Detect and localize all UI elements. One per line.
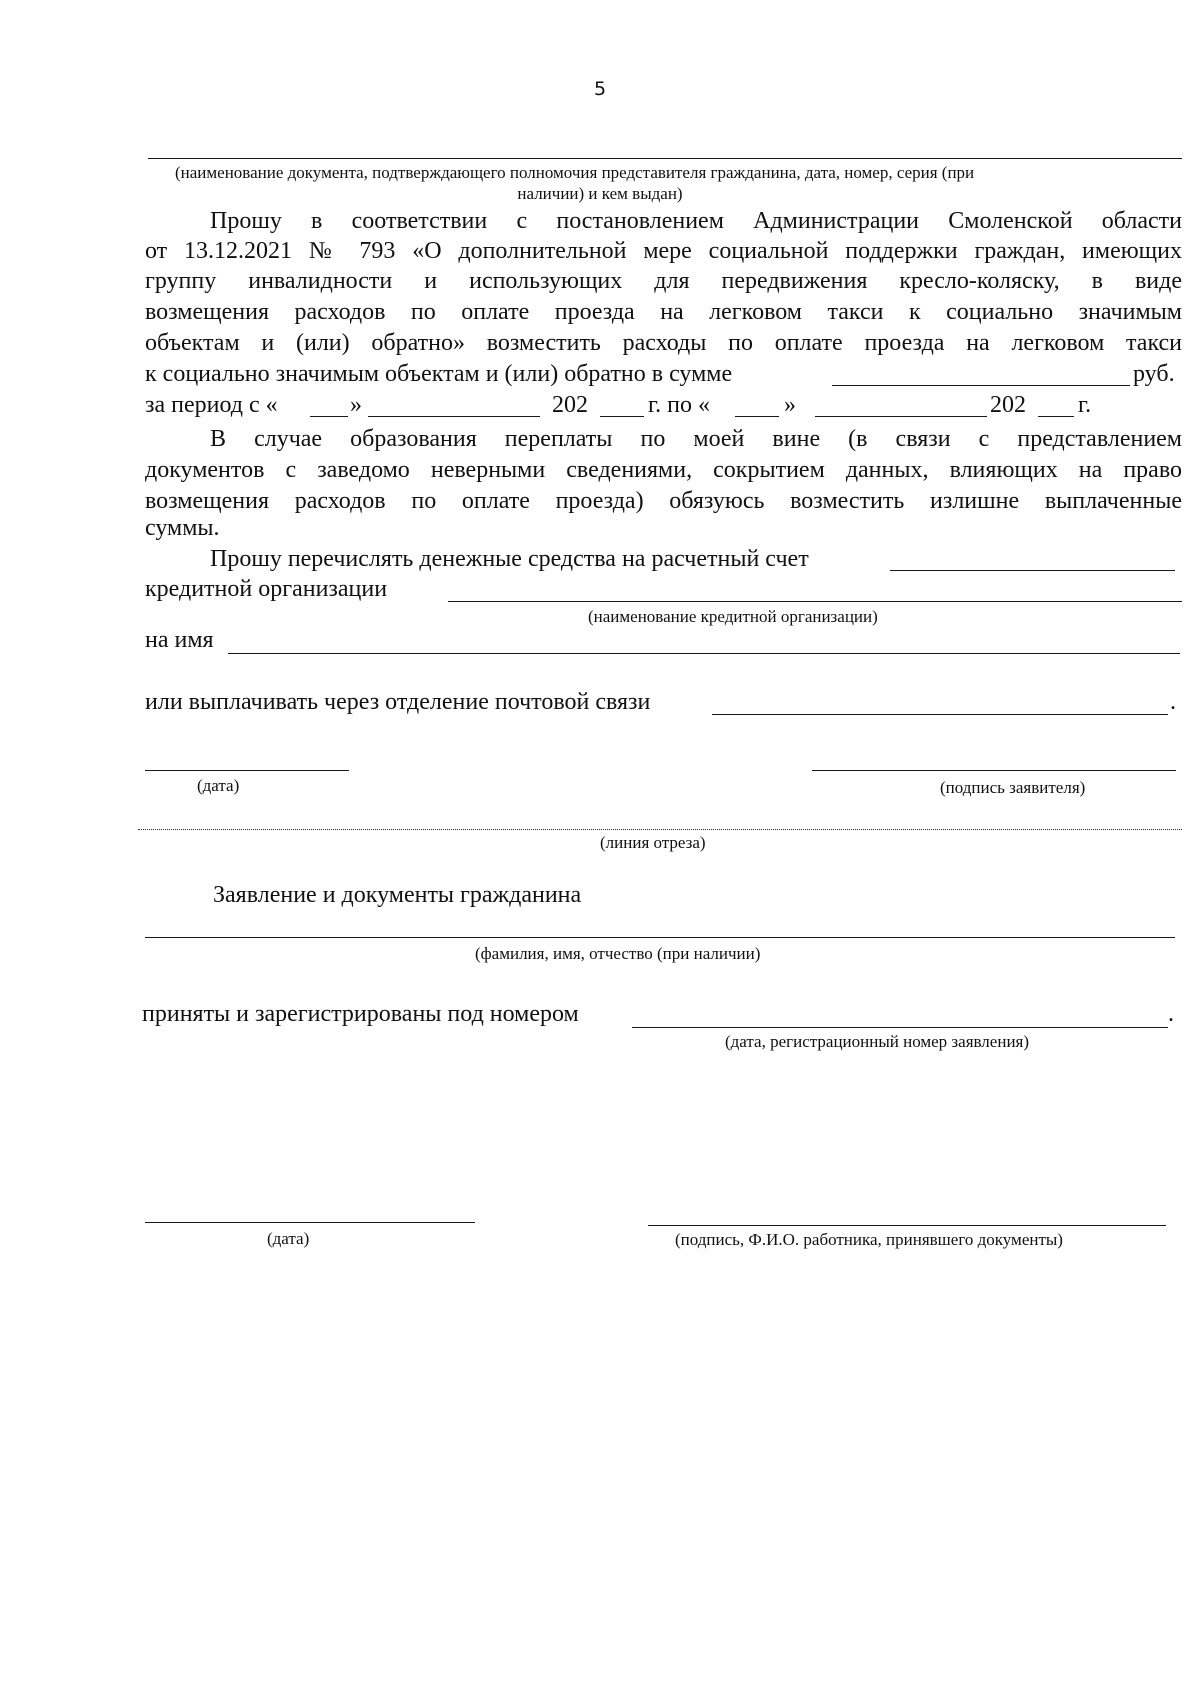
period-label: за период с « — [145, 392, 278, 418]
receipt-date-field[interactable] — [145, 1222, 475, 1223]
receipt-title: Заявление и документы гражданина — [213, 882, 582, 908]
citizen-fio-caption: (фамилия, имя, отчество (при наличии) — [475, 944, 761, 963]
representative-document-caption-cont: наличии) и кем выдан) — [517, 184, 683, 203]
credit-organization-label: кредитной организации — [145, 576, 388, 602]
employee-signature-caption: (подпись, Ф.И.О. работника, принявшего документы) — [675, 1230, 1063, 1249]
period-close-quote: » — [350, 392, 362, 418]
representative-document-line — [148, 158, 1182, 159]
sum-label: к социально значимым объектам и (или) обратно в сумме — [145, 361, 733, 387]
applicant-date-caption: (дата) — [197, 776, 240, 795]
period-start-year-prefix: 202 — [552, 392, 588, 418]
credit-organization-caption: (наименование кредитной организации) — [588, 607, 878, 626]
period-close-quote-2: » — [784, 392, 796, 418]
registration-number-caption: (дата, регистрационный номер заявления) — [725, 1032, 1030, 1051]
cut-line — [138, 829, 1182, 830]
applicant-date-field[interactable] — [145, 770, 349, 771]
overpayment-paragraph-line: документов с заведомо неверными сведениями, сокрытием данных, влияющих на право — [145, 457, 1182, 483]
registered-label: приняты и зарегистрированы под номером — [142, 1001, 579, 1027]
registered-end: . — [1168, 1001, 1174, 1027]
period-to-label: г. по « — [648, 392, 710, 418]
representative-document-caption: (наименование документа, подтверждающего полномочия представителя гражданина, дата, номер, серия (при — [175, 163, 975, 182]
overpayment-paragraph-line: В случае образования переплаты по моей вине (в связи с представлением — [210, 426, 1182, 452]
post-office-field[interactable] — [712, 714, 1168, 715]
employee-signature-field[interactable] — [648, 1225, 1166, 1226]
overpayment-paragraph-last-line: суммы. — [145, 515, 220, 541]
period-start-month-field[interactable] — [368, 416, 540, 417]
applicant-signature-field[interactable] — [812, 770, 1176, 771]
name-label: на имя — [145, 627, 214, 653]
receipt-date-caption: (дата) — [267, 1229, 310, 1248]
cut-line-caption: (линия отреза) — [600, 833, 706, 852]
registration-number-field[interactable] — [632, 1027, 1168, 1028]
request-paragraph-line: Прошу в соответствии с постановлением Администрации Смоленской области — [210, 208, 1182, 234]
period-end-label: г. — [1078, 392, 1092, 418]
post-office-label: или выплачивать через отделение почтовой связи — [145, 689, 651, 715]
request-paragraph-line: группу инвалидности и использующих для передвижения кресло-коляску, в виде — [145, 268, 1182, 294]
period-start-year-field[interactable] — [600, 416, 644, 417]
request-paragraph-line: возмещения расходов по оплате проезда на легковом такси к социально значимым — [145, 299, 1182, 325]
post-office-end: . — [1170, 689, 1176, 715]
account-number-field[interactable] — [890, 570, 1175, 571]
account-label: Прошу перечислять денежные средства на расчетный счет — [210, 546, 809, 572]
sum-field[interactable] — [832, 385, 1130, 386]
overpayment-paragraph-line: возмещения расходов по оплате проезда) обязуюсь возместить излишне выплаченные — [145, 488, 1182, 514]
sum-currency: руб. — [1133, 361, 1175, 387]
period-end-day-field[interactable] — [735, 416, 779, 417]
applicant-signature-caption: (подпись заявителя) — [940, 778, 1086, 797]
request-paragraph-line: объектам и (или) обратно» возместить расходы по оплате проезда на легковом такси — [145, 330, 1182, 356]
request-paragraph-line: от 13.12.2021 № 793 «О дополнительной мере социальной поддержки граждан, имеющих — [145, 238, 1182, 264]
period-end-year-prefix: 202 — [990, 392, 1026, 418]
page-number: 5 — [593, 78, 607, 100]
credit-organization-field[interactable] — [448, 601, 1182, 602]
recipient-name-field[interactable] — [228, 653, 1180, 654]
period-start-day-field[interactable] — [310, 416, 348, 417]
citizen-fio-field[interactable] — [145, 937, 1175, 938]
period-end-month-field[interactable] — [815, 416, 987, 417]
period-end-year-field[interactable] — [1038, 416, 1074, 417]
